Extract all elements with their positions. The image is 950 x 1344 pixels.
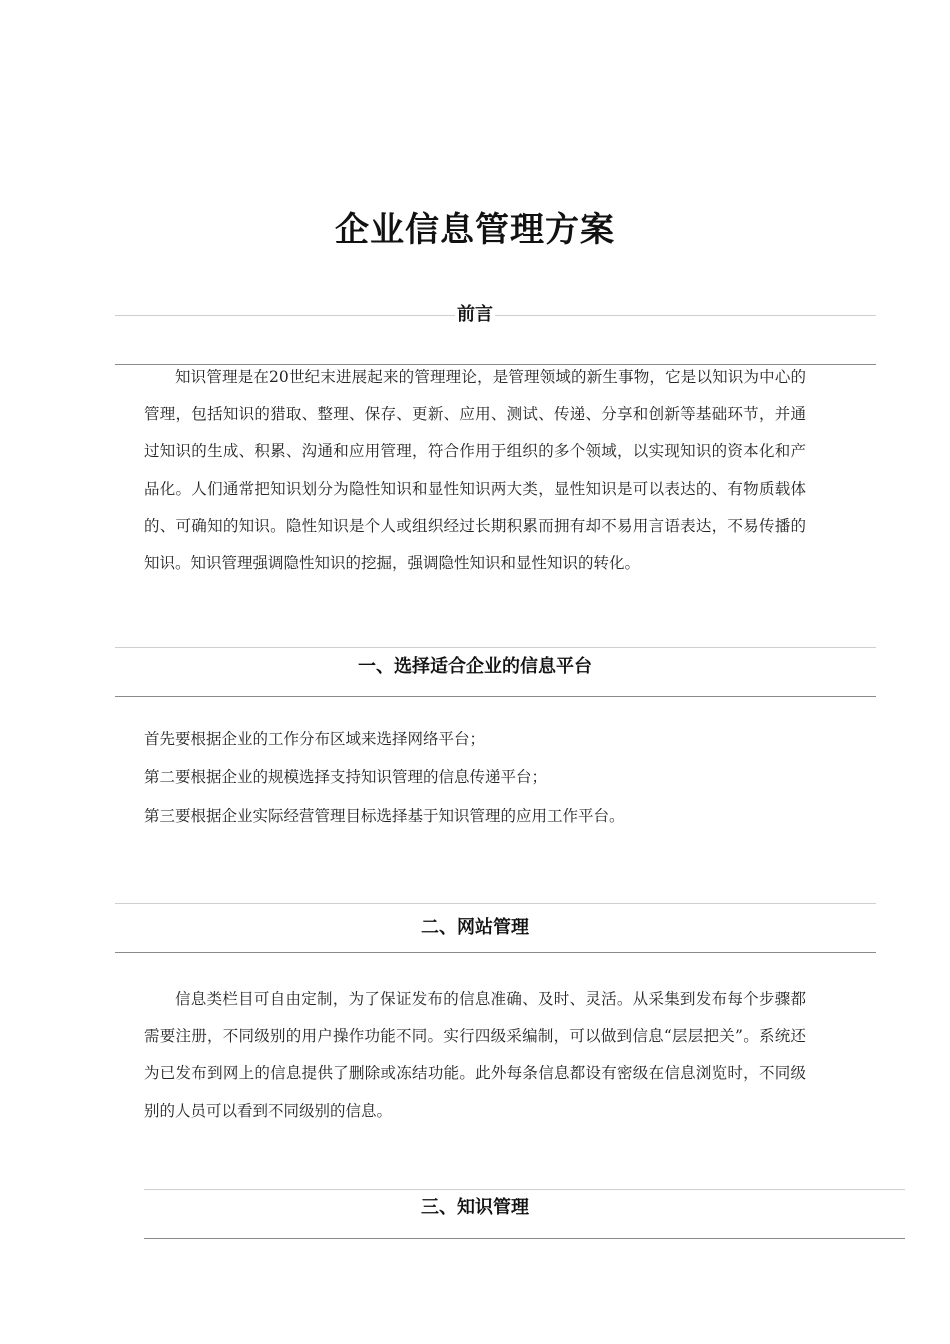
section1-heading: 一、选择适合企业的信息平台 — [358, 656, 592, 677]
divider — [115, 903, 876, 904]
section2-paragraph: 信息类栏目可自由定制，为了保证发布的信息准确、及时、灵活。从采集到发布每个步骤都需要注册，不同级别的用户操作功能不同。实行四级采编制，可以做到信息“层层把关”。系统还为已发布到网上的信息提供了删除或冻结功能。此外每条信息都设有密级在信息浏览时，不同级别的人员可以看到不同级别的信息。 — [144, 990, 806, 1120]
preface-heading — [0, 303, 950, 327]
preface-heading-text: 前言 — [457, 304, 493, 325]
section1-line: 首先要根据企业的工作分布区域来选择网络平台； — [144, 730, 486, 748]
section1-line: 第三要根据企业实际经营管理目标选择基于知识管理的应用工作平台。 — [144, 807, 625, 825]
preface-paragraph: 知识管理是在20世纪末进展起来的管理理论，是管理领域的新生事物，它是以知识为中心的管理，包括知识的猎取、整理、保存、更新、应用、测试、传递、分享和创新等基础环节，并通过知识的生成、积累、沟通和应用管理，符合作用于组织的多个领域，以实现知识的资本化和产品化。人们通常把知识划分为隐性知识和显性知识两大类，显性知识是可以表达的、有物质载体的、可确知的知识。隐性知识是个人或组织经过长期积累而拥有却不易用言语表达，不易传播的知识。知识管理强调隐性知识的挖掘，强调隐性知识和显性知识的转化。 — [144, 368, 806, 573]
divider — [144, 1238, 905, 1239]
divider — [144, 1189, 905, 1190]
section1-line: 第二要根据企业的规模选择支持知识管理的信息传递平台； — [144, 768, 548, 786]
section2-heading: 二、网站管理 — [421, 917, 529, 938]
divider — [115, 696, 876, 697]
divider — [115, 952, 876, 953]
section3-heading: 三、知识管理 — [421, 1197, 529, 1218]
document-title: 企业信息管理方案 — [335, 210, 615, 250]
divider — [115, 647, 876, 648]
